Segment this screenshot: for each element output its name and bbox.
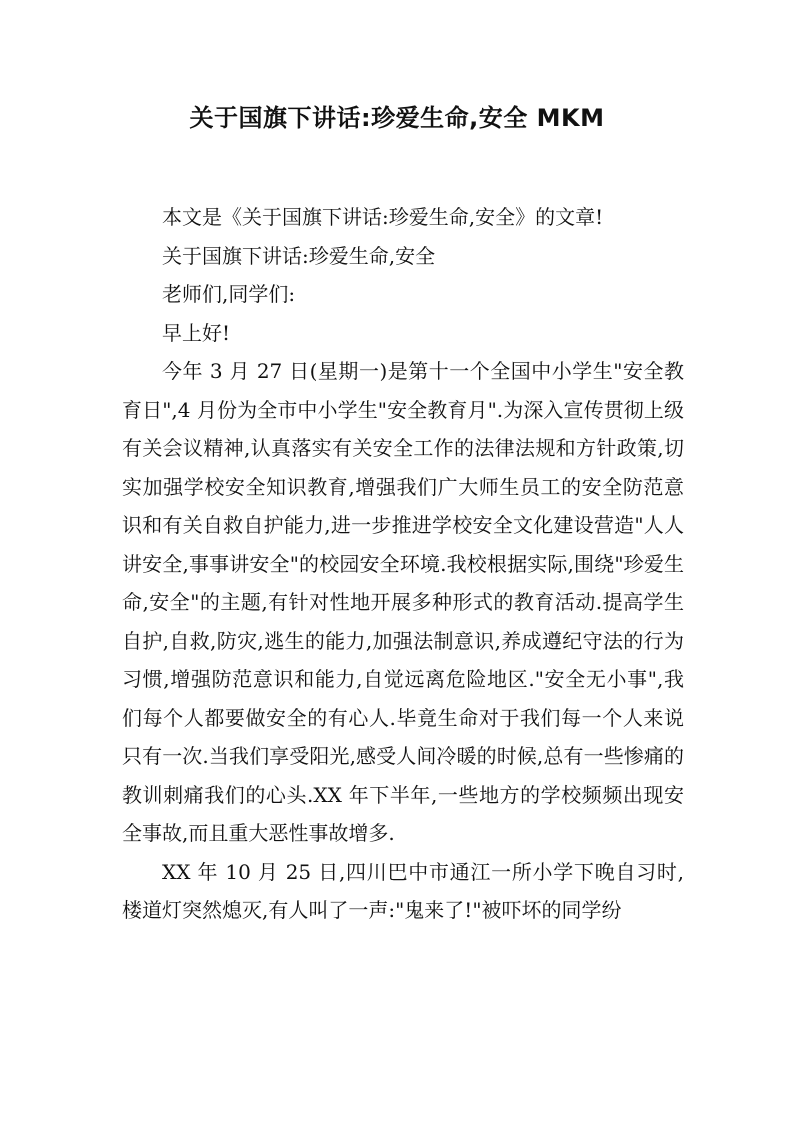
paragraph-intro: 本文是《关于国旗下讲话:珍爱生命,安全》的文章! — [162, 205, 604, 229]
paragraph-salutation: 老师们,同学们: — [162, 282, 296, 306]
document-title: 关于国旗下讲话:珍爱生命,安全 MKM — [189, 104, 605, 132]
paragraph-greeting: 早上好! — [162, 320, 231, 345]
document-body — [122, 198, 684, 930]
paragraph-subtitle: 关于国旗下讲话:珍爱生命,安全 — [162, 243, 436, 268]
paragraph-main: 今年 3 月 27 日(星期一)是第十一个全国中小学生"安全教育日",4 月份为全市中小学生"安全教育月".为深入宣传贯彻上级有关会议精神,认真落实有关安全工作的法律法规和方针政策,切实加强学校安全知识教育,增强我们广大师生员工的安全防范意识和有关自救自护能力,进一步推进学校安全文化建设营造"人人讲安全,事事讲安全"的校园安全环境.我校根据实际,围绕"珍爱生命,安全"的主题,有针对性地开展多种形式的教育活动.提高学生自护,自救,防灾,逃生的能力,加强法制意识,养成遵纪守法的行为习惯,增强防范意识和能力,自觉远离危险地区."安全无小事",我们每个人都要做安全的有心人.毕竟生命对于我们每一个人来说只有一次.当我们享受阳光,感受人间冷暖的时候,总有一些惨痛的教训刺痛我们的心头.XX 年下半年,一些地方的学校频频出现安全事故,而且重大恶性事故增多. — [122, 359, 684, 845]
paragraph-incident: XX 年 10 月 25 日,四川巴中市通江一所小学下晚自习时,楼道灯突然熄灭,有人叫了一声:"鬼来了!"被吓坏的同学纷 — [122, 859, 684, 922]
